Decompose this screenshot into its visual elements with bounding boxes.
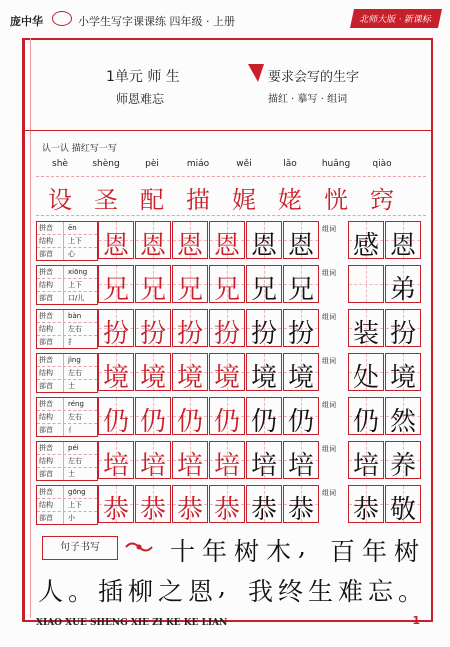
trace-char: 扮: [176, 319, 203, 349]
word-cell[interactable]: [385, 485, 421, 523]
intro-char: 圣: [94, 186, 118, 214]
copy-char: 扮: [287, 319, 314, 349]
word-char: 然: [389, 407, 416, 437]
copy-char: 扮: [250, 319, 277, 349]
intro-pinyin: qiào: [372, 159, 392, 169]
info-value-pinyin: bàn: [68, 312, 82, 320]
sentence-char: 我: [248, 577, 274, 606]
practice-cell[interactable]: [209, 441, 245, 479]
practice-cell[interactable]: [172, 265, 208, 303]
trace-char: 境: [176, 363, 203, 393]
trace-char: 培: [102, 451, 129, 481]
sentence-char: 年: [202, 537, 228, 566]
practice-cell[interactable]: [98, 265, 134, 303]
info-line-radical: [37, 512, 97, 524]
practice-cell[interactable]: [172, 353, 208, 391]
practice-cell[interactable]: [246, 309, 282, 347]
intro-pinyin: wěi: [236, 159, 252, 169]
copy-char: 恩: [287, 231, 314, 261]
info-line-pinyin: [37, 486, 97, 499]
zuci-label: 组词: [322, 357, 336, 365]
info-value-structure: 上下: [68, 237, 82, 245]
word-cell[interactable]: [348, 265, 384, 303]
info-line-structure: [37, 367, 97, 380]
zuci-label: 组词: [322, 225, 336, 233]
word-char: 处: [352, 363, 379, 393]
copy-char: 仍: [250, 407, 277, 437]
word-char: 恩: [389, 231, 416, 261]
info-label-radical: 部首: [37, 248, 64, 260]
sentence-char: 人: [38, 577, 64, 606]
trace-char: 恭: [176, 495, 203, 525]
practice-row: [36, 397, 426, 435]
practice-cell[interactable]: [283, 485, 319, 523]
trace-char: 仍: [139, 407, 166, 437]
info-label-pinyin: 拼音: [37, 486, 64, 498]
info-value-structure: 上下: [68, 281, 82, 289]
unit-subtitle: 师恩难忘: [116, 92, 165, 106]
copy-char: 兄: [287, 275, 314, 305]
info-line-pinyin: [37, 442, 97, 455]
sentence-char: 。: [398, 577, 424, 606]
practice-row: [36, 309, 426, 347]
info-label-radical: 部首: [37, 336, 64, 348]
word-char: 境: [389, 363, 416, 393]
info-label-pinyin: 拼音: [37, 354, 64, 366]
trace-char: 扮: [139, 319, 166, 349]
trace-char: 恭: [139, 495, 166, 525]
word-char: 感: [352, 231, 379, 261]
word-cell[interactable]: [385, 221, 421, 259]
info-value-radical: 土: [68, 382, 75, 390]
unit-title: 1单元 师 生: [106, 69, 180, 85]
info-line-radical: [37, 468, 97, 480]
char-info-box: [36, 397, 98, 437]
info-line-pinyin: [37, 354, 97, 367]
info-label-pinyin: 拼音: [37, 222, 64, 234]
trace-char: 恩: [176, 231, 203, 261]
trace-char: 培: [213, 451, 240, 481]
copy-char: 培: [250, 451, 277, 481]
trace-char: 培: [139, 451, 166, 481]
word-cell[interactable]: [348, 221, 384, 259]
practice-cell[interactable]: [209, 309, 245, 347]
sentence-char: 终: [278, 577, 304, 606]
info-value-pinyin: xiōng: [68, 268, 88, 276]
trace-char: 恩: [213, 231, 240, 261]
word-cell[interactable]: [348, 441, 384, 479]
word-char: 装: [352, 319, 379, 349]
info-line-structure: [37, 411, 97, 424]
info-value-radical: 口/儿: [68, 294, 85, 302]
info-label-radical: 部首: [37, 512, 64, 524]
copy-char: 境: [250, 363, 277, 393]
info-line-radical: [37, 248, 97, 260]
copy-char: 境: [287, 363, 314, 393]
practice-cell[interactable]: [209, 485, 245, 523]
intro-char: 恍: [324, 186, 348, 214]
copy-char: 恭: [250, 495, 277, 525]
zuci-label: 组词: [322, 401, 336, 409]
word-cell[interactable]: [385, 265, 421, 303]
trace-char: 仍: [102, 407, 129, 437]
info-value-structure: 左右: [68, 369, 82, 377]
word-cell[interactable]: [348, 309, 384, 347]
char-info-box: [36, 309, 98, 349]
practice-cell[interactable]: [283, 441, 319, 479]
intro-pinyin: shè: [52, 159, 68, 169]
trace-char: 扮: [213, 319, 240, 349]
requirement-title: 要求会写的生字: [268, 70, 360, 85]
sentence-char: 柳: [128, 577, 154, 606]
info-label-structure: 结构: [37, 411, 64, 423]
practice-cell[interactable]: [246, 353, 282, 391]
trace-char: 兄: [176, 275, 203, 305]
intro-pinyin: pèi: [145, 159, 159, 169]
info-value-structure: 左右: [68, 325, 82, 333]
info-label-structure: 结构: [37, 235, 64, 247]
intro-char: 娓: [232, 186, 256, 214]
info-value-structure: 上下: [68, 501, 82, 509]
sentence-char: 木: [266, 537, 292, 566]
word-cell[interactable]: [385, 397, 421, 435]
ornament-icon: [124, 540, 154, 554]
practice-cell[interactable]: [98, 221, 134, 259]
practice-cell[interactable]: [98, 485, 134, 523]
practice-cell[interactable]: [283, 221, 319, 259]
word-char: 养: [389, 451, 416, 481]
word-char: 培: [352, 451, 379, 481]
info-label-structure: 结构: [37, 499, 64, 511]
info-value-pinyin: jìng: [68, 356, 81, 364]
practice-cell[interactable]: [135, 441, 171, 479]
section-divider: [22, 130, 432, 131]
practice-cell[interactable]: [98, 353, 134, 391]
practice-cell[interactable]: [135, 353, 171, 391]
info-value-radical: 扌: [68, 338, 75, 346]
info-label-pinyin: 拼音: [37, 310, 64, 322]
sentence-label: 句子书写: [42, 536, 118, 560]
practice-cell[interactable]: [209, 265, 245, 303]
info-line-structure: [37, 279, 97, 292]
practice-cell[interactable]: [283, 309, 319, 347]
series-title: 小学生写字课课练 四年级 · 上册: [78, 15, 235, 28]
sentence-char: ,: [298, 532, 306, 561]
copy-char: 兄: [250, 275, 277, 305]
info-value-pinyin: péi: [68, 444, 79, 452]
word-cell[interactable]: [385, 353, 421, 391]
sentence-char: 插: [98, 577, 124, 606]
info-label-structure: 结构: [37, 279, 64, 291]
sentence-char: 十: [170, 537, 196, 566]
sentence-char: 恩: [188, 577, 214, 606]
practice-cell[interactable]: [98, 397, 134, 435]
word-cell[interactable]: [385, 441, 421, 479]
info-line-pinyin: [37, 266, 97, 279]
practice-cell[interactable]: [246, 441, 282, 479]
page-number: 1: [412, 614, 420, 627]
sentence-char: 树: [394, 537, 420, 566]
sentence-char: 之: [158, 577, 184, 606]
copy-char: 培: [287, 451, 314, 481]
section-label: 认一认 描红写一写: [42, 144, 117, 154]
practice-cell[interactable]: [283, 265, 319, 303]
info-label-radical: 部首: [37, 380, 64, 392]
practice-row: [36, 221, 426, 259]
info-line-pinyin: [37, 398, 97, 411]
practice-cell[interactable]: [98, 441, 134, 479]
info-label-pinyin: 拼音: [37, 266, 64, 278]
sentence-char: 难: [338, 577, 364, 606]
info-value-radical: 亻: [68, 426, 75, 434]
practice-cell[interactable]: [172, 485, 208, 523]
edition-badge: 北师大版 · 新课标: [350, 9, 442, 28]
page-header: [0, 0, 450, 40]
trace-char: 扮: [102, 319, 129, 349]
practice-cell[interactable]: [246, 265, 282, 303]
char-info-box: [36, 353, 98, 393]
sentence-char: 忘: [368, 577, 394, 606]
info-label-structure: 结构: [37, 323, 64, 335]
practice-cell[interactable]: [172, 221, 208, 259]
word-char: 扮: [389, 319, 416, 349]
trace-char: 仍: [213, 407, 240, 437]
intro-char: 描: [186, 186, 210, 214]
copy-char: 仍: [287, 407, 314, 437]
trace-char: 兄: [139, 275, 166, 305]
info-line-radical: [37, 336, 97, 348]
practice-cell[interactable]: [209, 353, 245, 391]
trace-char: 恩: [139, 231, 166, 261]
info-line-radical: [37, 292, 97, 304]
practice-cell[interactable]: [135, 397, 171, 435]
trace-char: 兄: [213, 275, 240, 305]
practice-cell[interactable]: [172, 441, 208, 479]
practice-cell[interactable]: [135, 485, 171, 523]
sentence-char: 生: [308, 577, 334, 606]
logo-icon: [52, 11, 72, 26]
trace-char: 恩: [102, 231, 129, 261]
zuci-label: 组词: [322, 269, 336, 277]
char-info-box: [36, 441, 98, 481]
info-label-radical: 部首: [37, 292, 64, 304]
info-line-pinyin: [37, 222, 97, 235]
practice-row: [36, 485, 426, 523]
info-line-structure: [37, 235, 97, 248]
sentence-char: ,: [218, 572, 226, 601]
info-line-structure: [37, 323, 97, 336]
info-label-pinyin: 拼音: [37, 442, 64, 454]
practice-cell[interactable]: [246, 221, 282, 259]
intro-char: 配: [140, 186, 164, 214]
practice-cell[interactable]: [135, 309, 171, 347]
practice-cell[interactable]: [246, 485, 282, 523]
footer-title: XIAO XUE SHENG XIE ZI KE KE LIAN: [36, 618, 228, 628]
info-value-radical: 心: [68, 250, 75, 258]
sentence-char: 百: [330, 537, 356, 566]
sentence-char: 树: [234, 537, 260, 566]
char-info-box: [36, 485, 98, 525]
info-line-pinyin: [37, 310, 97, 323]
practice-cell[interactable]: [172, 397, 208, 435]
info-value-radical: 土: [68, 470, 75, 478]
info-value-pinyin: ēn: [68, 224, 77, 232]
info-label-pinyin: 拼音: [37, 398, 64, 410]
word-char: 敬: [389, 495, 416, 525]
practice-cell[interactable]: [135, 265, 171, 303]
intro-pinyin-row: [36, 159, 426, 173]
intro-pinyin: huǎng: [321, 159, 351, 169]
zuci-label: 组词: [322, 313, 336, 321]
practice-cell[interactable]: [283, 353, 319, 391]
zuci-label: 组词: [322, 445, 336, 453]
info-line-structure: [37, 455, 97, 468]
practice-cell[interactable]: [209, 221, 245, 259]
trace-char: 仍: [176, 407, 203, 437]
publisher-name: 庞中华: [10, 15, 43, 28]
practice-cell[interactable]: [98, 309, 134, 347]
info-label-structure: 结构: [37, 455, 64, 467]
word-cell[interactable]: [348, 485, 384, 523]
info-label-radical: 部首: [37, 468, 64, 480]
trace-char: 境: [213, 363, 240, 393]
practice-cell[interactable]: [172, 309, 208, 347]
info-line-radical: [37, 380, 97, 392]
sentence-char: 。: [68, 577, 94, 606]
word-char: 弟: [389, 275, 416, 305]
info-label-radical: 部首: [37, 424, 64, 436]
char-info-box: [36, 221, 98, 261]
flag-icon: [246, 62, 266, 84]
intro-char: 设: [48, 186, 72, 214]
copy-char: 恩: [250, 231, 277, 261]
word-cell[interactable]: [348, 353, 384, 391]
sentence-char: 年: [362, 537, 388, 566]
copy-char: 恭: [287, 495, 314, 525]
info-value-pinyin: réng: [68, 400, 84, 408]
info-value-pinyin: gōng: [68, 488, 86, 496]
intro-pinyin: miáo: [186, 159, 210, 169]
trace-char: 培: [176, 451, 203, 481]
trace-char: 恭: [213, 495, 240, 525]
practice-row: [36, 353, 426, 391]
trace-char: 兄: [102, 275, 129, 305]
practice-cell[interactable]: [135, 221, 171, 259]
info-line-radical: [37, 424, 97, 436]
trace-char: 境: [102, 363, 129, 393]
practice-row: [36, 265, 426, 303]
practice-cell[interactable]: [246, 397, 282, 435]
word-cell[interactable]: [385, 309, 421, 347]
info-value-structure: 左右: [68, 413, 82, 421]
info-value-radical: 小: [68, 514, 75, 522]
char-info-box: [36, 265, 98, 305]
requirement-subtitle: 描红 · 摹写 · 组词: [268, 94, 348, 105]
practice-cell[interactable]: [209, 397, 245, 435]
practice-cell[interactable]: [283, 397, 319, 435]
word-char: 仍: [352, 407, 379, 437]
binding-line: [30, 38, 31, 618]
intro-char-row: [36, 176, 426, 216]
trace-char: 境: [139, 363, 166, 393]
trace-char: 恭: [102, 495, 129, 525]
intro-char: 姥: [278, 186, 302, 214]
intro-pinyin: lǎo: [283, 159, 297, 169]
intro-char: 窍: [370, 186, 394, 214]
practice-row: [36, 441, 426, 479]
info-value-structure: 左右: [68, 457, 82, 465]
word-char: 恭: [352, 495, 379, 525]
word-cell[interactable]: [348, 397, 384, 435]
intro-pinyin: shèng: [92, 159, 120, 169]
info-line-structure: [37, 499, 97, 512]
zuci-label: 组词: [322, 489, 336, 497]
info-label-structure: 结构: [37, 367, 64, 379]
